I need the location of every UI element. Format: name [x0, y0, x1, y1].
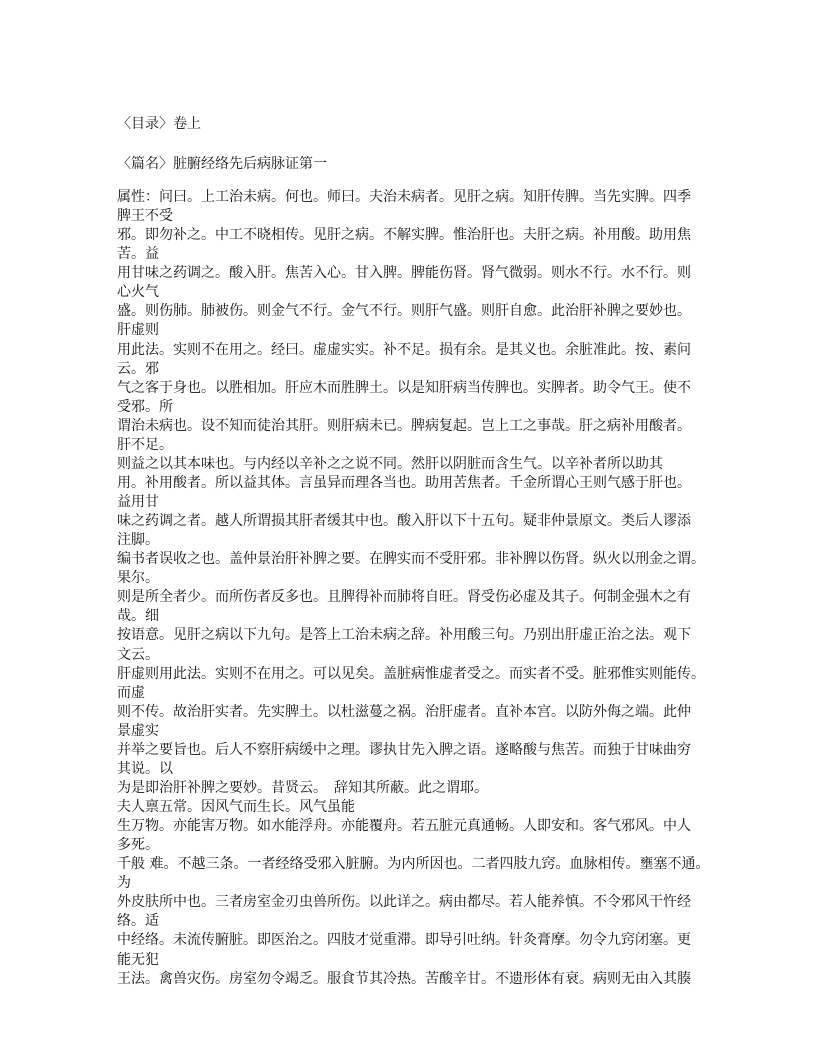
text-line: 其说。以 [117, 760, 173, 777]
text-line: 按语意。见肝之病以下九句。是答上工治未病之辞。补用酸三句。乃别出肝虚正治之法。观下 [117, 627, 691, 644]
text-line: 肝不足。 [117, 436, 173, 453]
text-line: 气之客于身也。以胜相加。肝应木而胜脾土。以是知肝病当传脾也。实脾者。助令气王。使不 [117, 379, 691, 396]
text-line: 络。适 [117, 913, 159, 930]
text-line: 文云。 [117, 646, 159, 663]
text-line: 千般 难。不越三条。一者经络受邪入脏腑。为内所因也。二者四肢九窍。血脉相传。壅塞不通。 [117, 856, 710, 873]
text-line: 编书者误收之也。盖仲景治肝补脾之要。在脾实而不受肝邪。非补脾以伤肾。纵火以刑金之谓。 [117, 551, 705, 568]
text-line: 则益之以其本味也。与内经以辛补之之说不同。然肝以阴脏而含生气。以辛补者所以助其 [117, 455, 663, 472]
text-line: 用此法。实则不在用之。经曰。虚虚实实。补不足。损有余。是其义也。余脏准此。按、素问 [117, 341, 691, 358]
text-line: 注脚。 [117, 532, 159, 549]
text-line: 景虚实 [117, 722, 159, 739]
text-line: 云。邪 [117, 360, 159, 377]
text-line: 哉。细 [117, 608, 159, 625]
text-line: 用甘味之药调之。酸入肝。焦苦入心。甘入脾。脾能伤肾。肾气微弱。则水不行。水不行。则 [117, 265, 691, 282]
text-line: 苦。益 [117, 246, 159, 263]
text-line: 脾王不受 [117, 208, 173, 225]
text-line: 外皮肤所中也。三者房室金刃虫兽所伤。以此详之。病由都尽。若人能养慎。不令邪风干忤经 [117, 894, 691, 911]
body-text [117, 188, 717, 989]
text-line: 中经络。未流传腑脏。即医治之。四肢才觉重滞。即导引吐纳。针灸膏摩。勿令九窍闭塞。更 [117, 932, 691, 949]
text-line: 肝虚则 [117, 322, 159, 339]
text-line: 夫人禀五常。因风气而生长。风气虽能 [117, 799, 355, 815]
text-line: 谓治未病也。设不知而徒治其肝。则肝病未已。脾病复起。岂上工之事哉。肝之病补用酸者。 [117, 417, 691, 434]
text-line: 而虚 [117, 684, 145, 701]
text-line: 盛。则伤肺。肺被伤。则金气不行。金气不行。则肝气盛。则肝自愈。此治肝补脾之要妙也。 [117, 303, 691, 320]
text-line: 益用甘 [117, 494, 159, 510]
text-line: 心火气 [117, 284, 159, 301]
text-line: 味之药调之者。越人所谓损其肝者缓其中也。酸入肝以下十五句。疑非仲景原文。类后人谬添 [117, 513, 691, 530]
text-line: 则不传。故治肝实者。先实脾土。以杜滋蔓之祸。治肝虚者。直补本宫。以防外侮之端。此仲 [117, 703, 691, 720]
toc-heading: 〈目录〉卷上 [117, 116, 201, 132]
text-line: 肝虚则用此法。实则不在用之。可以见矣。盖脏病惟虚者受之。而实者不受。脏邪惟实则能传。 [117, 665, 705, 682]
text-line: 多死。 [117, 837, 159, 854]
text-line: 则是所全者少。而所伤者反多也。且脾得补而肺将自旺。肾受伤必虚及其子。何制金强木之有 [117, 589, 691, 606]
text-line: 为是即治肝补脾之要妙。昔贤云。 辞知其所蔽。此之谓耶。 [117, 779, 488, 796]
text-line: 果尔。 [117, 570, 159, 587]
text-line: 为 [117, 875, 131, 892]
text-line: 受邪。所 [117, 398, 173, 415]
text-line: 邪。即勿补之。中工不晓相传。见肝之病。不解实脾。惟治肝也。夫肝之病。补用酸。助用焦 [117, 227, 691, 244]
text-line: 用。补用酸者。所以益其体。言虽异而理各当也。助用苦焦者。千金所谓心王则气感于肝也。 [117, 474, 691, 491]
text-line: 生万物。亦能害万物。如水能浮舟。亦能覆舟。若五脏元真通畅。人即安和。客气邪风。中人 [117, 818, 691, 835]
text-line: 并举之要旨也。后人不察肝病缓中之理。谬执甘先入脾之语。遂略酸与焦苦。而独于甘味曲穷 [117, 741, 691, 758]
text-line: 属性：问曰。上工治未病。何也。师曰。夫治未病者。见肝之病。知肝传脾。当先实脾。四季 [117, 189, 691, 205]
text-line: 王法。禽兽灾伤。房室勿令竭乏。服食节其冷热。苦酸辛甘。不遗形体有衰。病则无由入其腠 [117, 970, 691, 987]
text-line: 能无犯 [117, 951, 159, 968]
chapter-heading: 〈篇名〉脏腑经络先后病脉证第一 [117, 156, 327, 172]
